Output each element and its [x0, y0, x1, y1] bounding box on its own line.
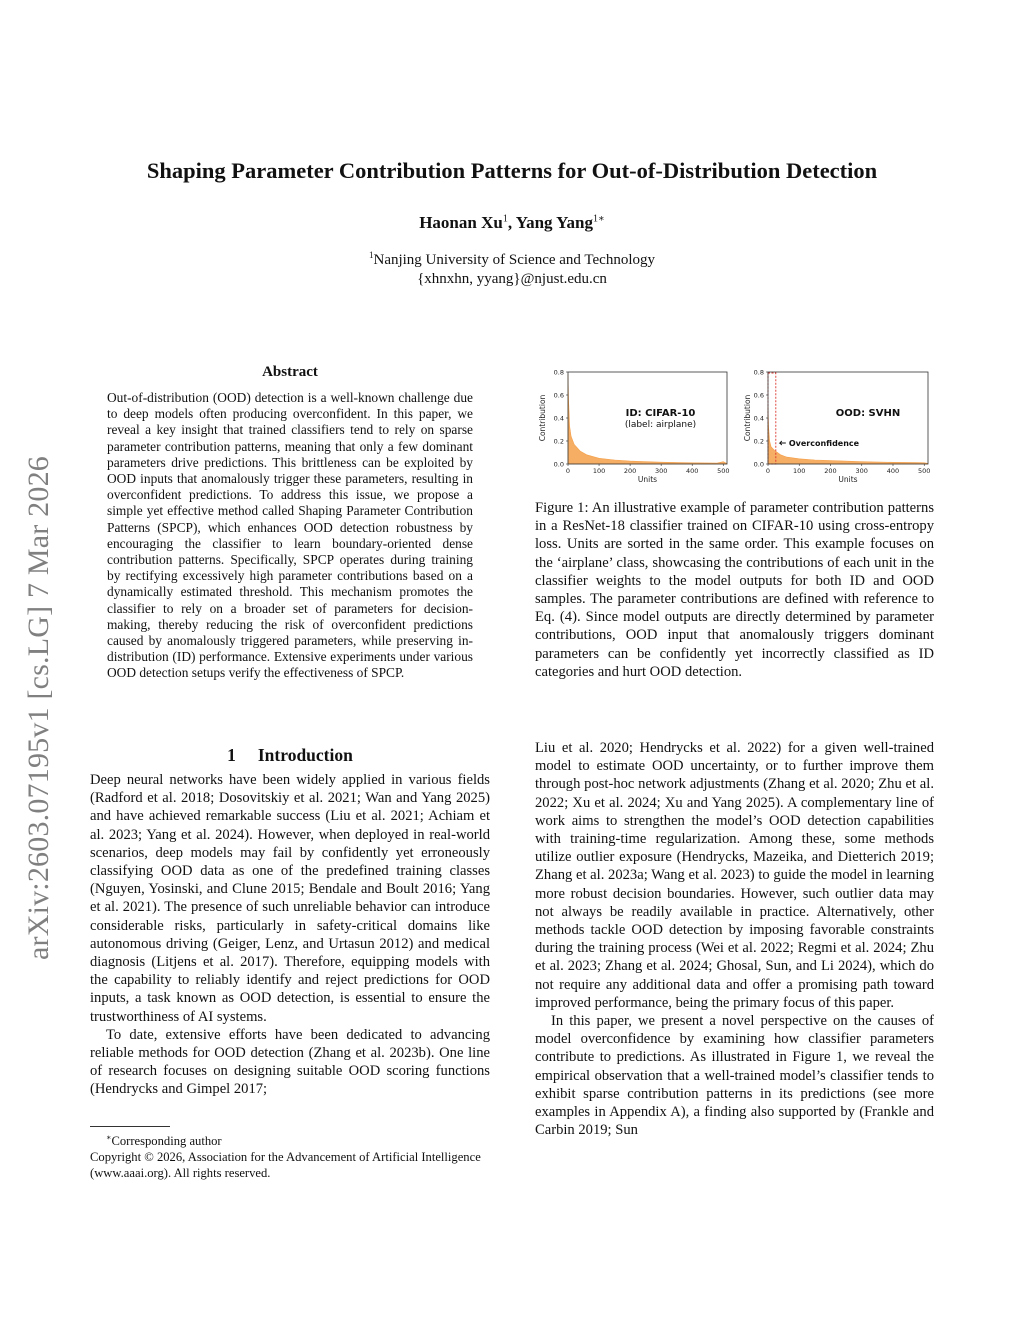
- intro-paragraph-1: Deep neural networks have been widely applied in various fields (Radford et al. 2018; Dosovitskiy et al. 2021; Wan and Yang 2025) and have achieved remarkable success (Liu et al. 2021; Achiam et al. 2023; Yang et al. 2024). However, when deployed in real-world scenarios, deep models may fail by confidently yet erroneously classifying OOD data as one of the predefined training classes (Nguyen, Yosinski, and Clune 2015; Bendale and Boult 2016; Yang et al. 2021). The presence of such unreliable behavior can introduce considerable risks, particularly in safety-critical domains like autonomous driving (Geiger, Lenz, and Urtasun 2012) and medical diagnosis (Litjens et al. 2017). Therefore, equipping models with the capability to reliably identify and reject predictions for OOD inputs, a task known as OOD detection, is essential to ensure the trustworthiness of AI systems.: [90, 772, 490, 1025]
- intro-paragraph-2: To date, extensive efforts have been dedicated to advancing reliable methods for OOD detection (Zhang et al. 2023b). One line of research focuses on designing suitable OOD scoring functions (Hendrycks and Gimpel 2017;: [90, 1026, 490, 1098]
- affiliation: [0, 246, 1024, 289]
- x-tick-label: 0: [765, 467, 771, 475]
- chart-title: ID: CIFAR-10: [625, 408, 696, 419]
- y-tick-label: 0.0: [753, 460, 764, 469]
- y-tick-label: 0.8: [553, 368, 564, 377]
- affiliation-institution: Nanjing University of Science and Technology: [373, 252, 656, 268]
- chart-subtitle: (label: airplane): [624, 420, 697, 430]
- y-tick-label: 0.4: [753, 414, 764, 423]
- y-axis-label: Contribution: [743, 394, 752, 442]
- footnote-marker: ∗: [106, 1133, 112, 1142]
- y-tick-label: 0.2: [553, 437, 564, 446]
- x-tick-label: 400: [886, 467, 900, 475]
- y-tick-label: 0.2: [753, 437, 764, 446]
- section-heading-introduction: [90, 745, 490, 766]
- figure1-chart-id: [535, 364, 735, 494]
- author-2-affil: 1∗: [593, 213, 605, 225]
- y-tick-label: 0.8: [753, 368, 764, 377]
- corresponding-author-note: Corresponding author: [111, 1134, 222, 1149]
- y-axis-label: Contribution: [538, 394, 547, 442]
- abstract-text: Out-of-distribution (OOD) detection is a well-known challenge due to deep models often producing overconfident. In this paper, we reveal a key insight that trained classifiers tend to rely on sparse parameter contribution patterns, meaning that only a few dominant parameters drive predictions. This brittleness can be exploited by OOD inputs that anomalously trigger these parameters, resulting in overconfident predictions. To address this issue, we propose a simple yet effective method called Shaping Parameter Contribution Patterns (SPCP), which enhances OOD detection robustness by encouraging the classifier to learn boundary-oriented dense contribution patterns. Specifically, SPCP operates during training by rectifying excessively high parameter contributions based on a dynamically estimated threshold. This mechanism promotes the classifier to rely on a broader set of parameters for decision-making, thereby reducing the risk of overconfident predictions caused by anomalously triggered parameters, while preserving in-distribution (ID) performance. Extensive experiments under various OOD detection setups verify the effectiveness of SPCP.: [107, 390, 473, 681]
- author-separator: ,: [507, 213, 516, 232]
- right-paragraph-2: In this paper, we present a novel perspective on the causes of model overconfidence by examining how classifier parameters contribute to predictions. As illustrated in Figure 1, we reveal the empirical observation that a well-trained model’s classifier tends to exhibit sparse contribution patterns in its predictions (see more examples in Appendix A), a finding also supported by (Frankle and Carbin 2019; Sun: [535, 1013, 934, 1139]
- x-tick-label: 500: [717, 467, 730, 475]
- figure1-caption-text: Figure 1: An illustrative example of parameter contribution patterns in a ResNet-18 classifier trained on CIFAR-10 using cross-entropy loss. Units are sorted in the same order. This example focuses on the ‘airplane’ class, showcasing the contributions of each unit in the classifier weights to the model outputs for both ID and OOD samples. The parameter contributions are defined with reference to Eq. (4). Since model outputs are directly determined by parameter contributions, OOD input that anomalously triggers dominant parameters can be confidently yet incorrectly classified as ID categories and hurt OOD detection.: [535, 500, 934, 680]
- abstract-heading: Abstract: [262, 364, 318, 380]
- y-tick-label: 0.0: [553, 460, 564, 469]
- x-tick-label: 400: [686, 467, 699, 475]
- x-tick-label: 0: [565, 467, 571, 475]
- copyright-notice: Copyright © 2026, Association for the Advancement of Artificial Intelligence (www.aaai.org). All rights reserved.: [90, 1150, 481, 1181]
- section-number: 1: [227, 745, 236, 765]
- y-tick-label: 0.6: [753, 391, 764, 400]
- author-list: [0, 213, 1024, 233]
- section-title: Introduction: [257, 745, 353, 765]
- right-column-body: [535, 739, 934, 1139]
- right-paragraph-1: Liu et al. 2020; Hendrycks et al. 2022) for a given well-trained model to estimate OOD uncertainty, or to further improve them through post-hoc network adjustments (Zhang et al. 2020; Zhu et al. 2022; Xu et al. 2024; Xu and Yang 2025). A complementary line of work aims to strengthen the model’s OOD detection capabilities with training-time regularization. Among these, some methods utilize outlier exposure (Hendrycks, Mazeika, and Dietterich 2019; Zhang et al. 2023a; Wang et al. 2023) to guide the model in learning more robust decision boundaries. However, such outlier data may not always be readily available in practice. Alternatively, other methods tackle OOD detection by imposing favorable constraints during the training process (Wei et al. 2022; Regmi et al. 2024; Zhu et al. 2023; Zhang et al. 2024; Ghosal, Sun, and Li 2024), which do not require any additional data and offer a promising path toward improved performance, being the primary focus of this paper.: [535, 740, 934, 1011]
- x-tick-label: 500: [918, 467, 931, 475]
- annotation-arrow: [780, 441, 786, 445]
- x-tick-label: 200: [623, 467, 637, 475]
- x-tick-label: 200: [824, 467, 837, 475]
- overconfidence-annotation: Overconfidence: [788, 439, 860, 448]
- x-tick-label: 300: [855, 467, 868, 475]
- chart-title: OOD: SVHN: [835, 408, 901, 419]
- x-axis-label: Units: [838, 475, 858, 484]
- affiliation-sup: 1: [368, 250, 374, 260]
- footnote-rule: [90, 1126, 170, 1127]
- abstract-body: [107, 390, 473, 682]
- x-tick-label: 100: [793, 467, 806, 475]
- y-tick-label: 0.4: [553, 414, 564, 423]
- author-1-affil: 1: [502, 213, 508, 225]
- author-emails: {xhnxhn, yyang}@njust.edu.cn: [417, 271, 607, 287]
- paper-title: Shaping Parameter Contribution Patterns for Out-of-Distribution Detection: [146, 158, 878, 183]
- x-tick-label: 300: [654, 467, 668, 475]
- x-tick-label: 100: [592, 467, 606, 475]
- x-axis-label: Units: [637, 475, 658, 484]
- author-1-name: Haonan Xu: [419, 213, 503, 232]
- author-2-name: Yang Yang: [515, 213, 594, 232]
- y-tick-label: 0.6: [553, 391, 564, 400]
- footnote: [90, 1130, 490, 1181]
- figure1-chart-ood: [740, 364, 935, 494]
- figure1-caption: [535, 499, 934, 681]
- introduction-body: [90, 771, 490, 1099]
- arxiv-identifier: arXiv:2603.07195v1 [cs.LG] 7 Mar 2026: [22, 456, 55, 960]
